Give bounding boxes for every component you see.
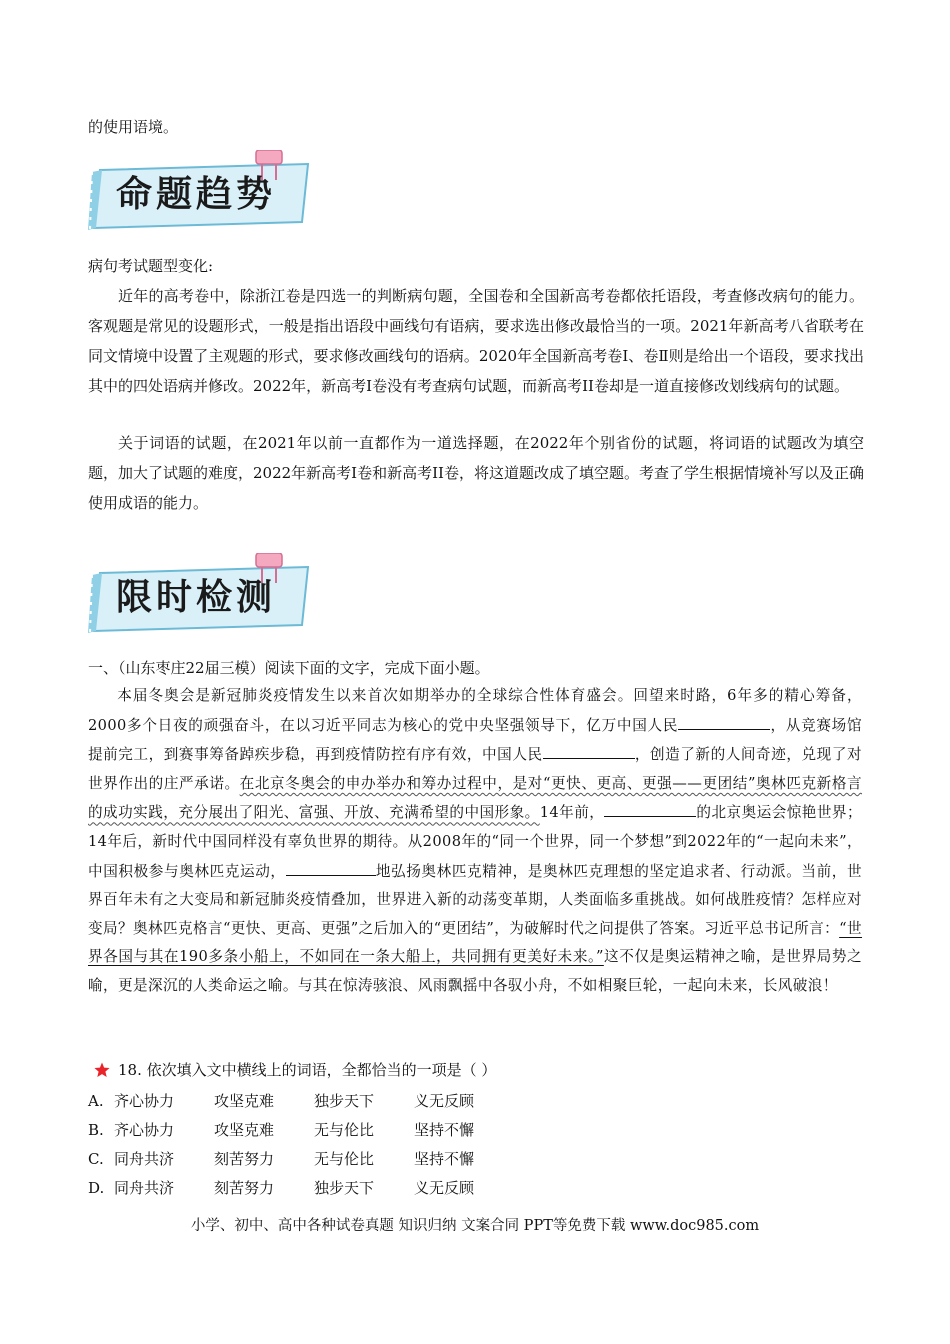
passage-sentence: ，从竞赛场馆提前完工，到赛事筹备踔疾步稳，再到疫情防控有序有效，中国人民 xyxy=(88,716,862,764)
passage-sentence: 的北京奥运会惊艳世界；14年后，新时代中国同样没有辜负世界的期待。从2008年的“同一个世界，同一个梦想”到2022年的“一起向未来”，中国积极参与奥林匹克运动， xyxy=(88,804,862,880)
banner-test xyxy=(88,553,316,635)
fill-blank-4 xyxy=(286,857,376,876)
fill-blank-3 xyxy=(604,798,696,817)
option-d[interactable]: D. 同舟共济 刻苦努力 独步天下 义无反顾 xyxy=(88,1179,475,1197)
passage-sentence: ，创造了新的人间奇迹，兑现了对世界作出的庄严承诺。 xyxy=(88,746,862,792)
banner-test-title: 限时检测 xyxy=(116,577,277,618)
banner-trend-title: 命题趋势 xyxy=(116,174,277,215)
page-footer: 小学、初中、高中各种试卷真题 知识归纳 文案合同 PPT等免费下载 www.doc985.com xyxy=(190,1218,760,1234)
banner-trend xyxy=(88,150,316,232)
fill-blank-2 xyxy=(543,740,635,759)
option-c[interactable]: C. 同舟共济 刻苦努力 无与伦比 坚持不懈 xyxy=(88,1150,475,1168)
fill-blank-1 xyxy=(678,711,770,730)
section-intro: 病句考试题型变化: xyxy=(88,257,214,275)
wavy-underlined-sentence: 在北京冬奥会的申办举办和筹办过程中，是对“更快、更高、更强——更团结”奥林匹克新格言的成功实践，充分展出了阳光、富强、开放、充满希望的中国形象。 xyxy=(88,774,862,822)
reading-passage xyxy=(88,682,862,1001)
question-header: 一、（山东枣庄22届三模）阅读下面的文字，完成下面小题。 xyxy=(88,659,490,677)
passage-sentence: 地弘扬奥林匹克精神，是奥林匹克理想的坚定追求者、行动派。当前，世界百年未有之大变局和新冠肺炎疫情叠加，世界进入新的动荡变革期，人类面临多重挑战。如何战胜疫情？怎样应对变局？奥林匹克格言“更快、更高、更强”之后加入的“更团结”，为破解时代之问提供了答案。习近平总书记所言： xyxy=(88,862,863,937)
paragraph-1: 近年的高考卷中，除浙江卷是四选一的判断病句题，全国卷和全国新高考卷都依托语段，考查修改病句的能力。客观题是常见的设题形式，一般是指出语段中画线句有语病，要求选出修改最恰当的一项。2021年新高考八省联考在同文情境中设置了主观题的形式，要求修改画线句的语病。2020年全国新高考卷Ⅰ、卷Ⅱ则是给出一个语段，要求找出其中的四处语病并修改。2022年，新高考I卷没有考查病句试题，而新高考II卷却是一道直接修改划线病句的试题。 xyxy=(88,287,864,395)
option-b[interactable]: B. 齐心协力 攻坚克难 无与伦比 坚持不懈 xyxy=(88,1121,475,1139)
passage-sentence: 14年前， xyxy=(539,804,605,822)
question-18-stem: 18. 依次填入文中横线上的词语，全都恰当的一项是（ ） xyxy=(118,1061,497,1079)
paragraph-2: 关于词语的试题，在2021年以前一直都作为一道选择题，在2022年个别省份的试题，将词语的试题改为填空题，加大了试题的难度，2022年新高考I卷和新高考II卷，将这道题改成了填空题。考查了学生根据情境补写以及正确使用成语的能力。 xyxy=(88,434,864,512)
top-line: 的使用语境。 xyxy=(88,118,179,136)
underlined-quote: “世界各国与其在190多条小船上，不如同在一条大船上，共同拥有更美好未来。” xyxy=(88,919,863,966)
passage-sentence: 这不仅是奥运精神之喻，是世界局势之喻，更是深沉的人类命运之喻。与其在惊涛骇浪、风雨飘摇中各驭小舟，不如相聚巨轮，一起向未来，长风破浪！ xyxy=(88,948,862,994)
passage-sentence: 本届冬奥会是新冠肺炎疫情发生以来首次如期举办的全球综合性体育盛会。回望来时路，6年多的精心筹备，2000多个日夜的顽强奋斗，在以习近平同志为核心的党中央坚强领导下，亿万中国人民 xyxy=(88,687,862,734)
option-a[interactable]: A. 齐心协力 攻坚克难 独步天下 义无反顾 xyxy=(88,1092,475,1110)
star-icon xyxy=(94,1062,110,1078)
